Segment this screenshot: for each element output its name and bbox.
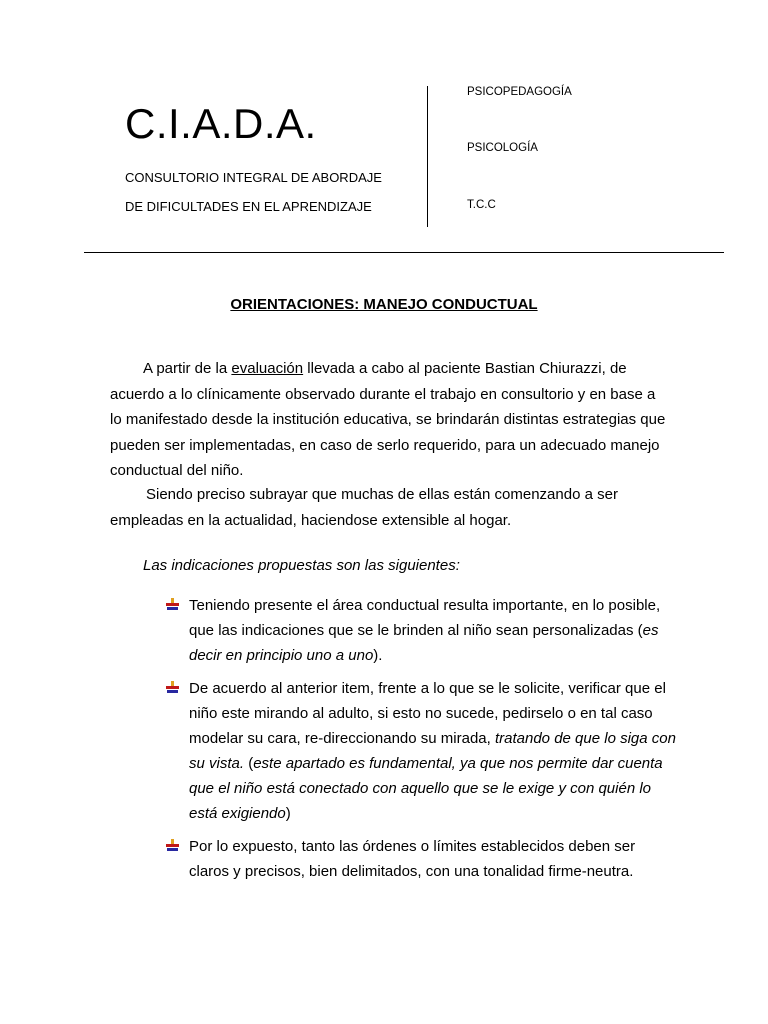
list-item-text bbox=[189, 593, 676, 668]
list-item bbox=[166, 676, 676, 826]
brand-subtitle-line1: CONSULTORIO INTEGRAL DE ABORDAJE bbox=[125, 170, 382, 185]
item-2-text-italic-1: tratando de que lo siga con su vista. bbox=[189, 730, 676, 772]
bullet-stem-top bbox=[171, 598, 174, 603]
item-2-text-e: ) bbox=[285, 805, 291, 822]
bullet-bar-mid bbox=[166, 844, 179, 847]
service-psicopedagogia: PSICOPEDAGOGÍA bbox=[467, 86, 572, 98]
bullet-bar-bottom bbox=[167, 690, 178, 693]
item-1-text-a: Teniendo presente el área conductual resulta importante, en lo posible, que las indicaciones que se le brinden al niño sean personalizadas ( bbox=[189, 597, 661, 639]
bullet-bar-bottom bbox=[167, 607, 178, 610]
bullet-bar-bottom bbox=[167, 848, 178, 851]
header-vertical-divider bbox=[427, 86, 428, 227]
document-title: ORIENTACIONES: MANEJO CONDUCTUAL bbox=[230, 296, 538, 313]
bullet-bar-mid bbox=[166, 603, 179, 606]
indications-intro: Las indicaciones propuestas son las siguientes: bbox=[143, 557, 460, 574]
list-item-text bbox=[189, 676, 676, 826]
stacked-arrow-bullet-icon bbox=[166, 681, 179, 694]
item-3-text: Por lo expuesto, tanto las órdenes o límites establecidos deben ser claros y precisos, bien delimitados, con una tonalidad firme-neutra. bbox=[189, 838, 636, 880]
bullet-stem-top bbox=[171, 681, 174, 686]
list-item-text bbox=[189, 834, 676, 884]
item-1-text-italic: es decir en principio uno a uno bbox=[189, 622, 659, 664]
item-2-text-italic-2: este apartado es fundamental, ya que nos permite dar cuenta que el niño está conectado con aquello que se le exige y con quién lo está exigiendo bbox=[189, 755, 663, 822]
item-1-text-c: ). bbox=[373, 647, 383, 664]
header-horizontal-rule bbox=[84, 252, 724, 253]
paragraph-2-text: Siendo preciso subrayar que muchas de ellas están comenzando a ser empleadas en la actualidad, haciendose extensible al hogar. bbox=[110, 486, 618, 529]
paragraph-1-after: llevada a cabo al paciente Bastian Chiurazzi, de acuerdo a lo clínicamente observado durante el trabajo en consultorio y en base a lo manifestado desde la institución educativa, se brindarán distintas estrategias que pueden ser implementadas, en caso de serlo requerido, para un adecuado manejo conductual del niño. bbox=[110, 360, 666, 479]
bullet-stem-top bbox=[171, 839, 174, 844]
stacked-arrow-bullet-icon bbox=[166, 598, 179, 611]
stacked-arrow-bullet-icon bbox=[166, 839, 179, 852]
list-item bbox=[166, 834, 676, 884]
paragraph-1-before: A partir de la bbox=[143, 360, 232, 377]
bullet-bar-mid bbox=[166, 686, 179, 689]
list-item bbox=[166, 593, 676, 668]
paragraph-1 bbox=[110, 356, 670, 484]
evaluacion-link[interactable]: evaluación bbox=[231, 360, 304, 377]
service-tcc: T.C.C bbox=[467, 199, 496, 211]
item-2-text-c: ( bbox=[244, 755, 254, 772]
brand-subtitle-line2: DE DIFICULTADES EN EL APRENDIZAJE bbox=[125, 199, 372, 214]
item-2-text-a: De acuerdo al anterior item, frente a lo que se le solicite, verificar que el niño este mirando al adulto, si esto no sucede, pedirselo o en tal caso modelar su cara, re-direccionando su mirada, bbox=[189, 680, 666, 747]
paragraph-2 bbox=[110, 482, 670, 533]
brand-title: C.I.A.D.A. bbox=[125, 100, 317, 147]
service-psicologia: PSICOLOGÍA bbox=[467, 142, 538, 154]
